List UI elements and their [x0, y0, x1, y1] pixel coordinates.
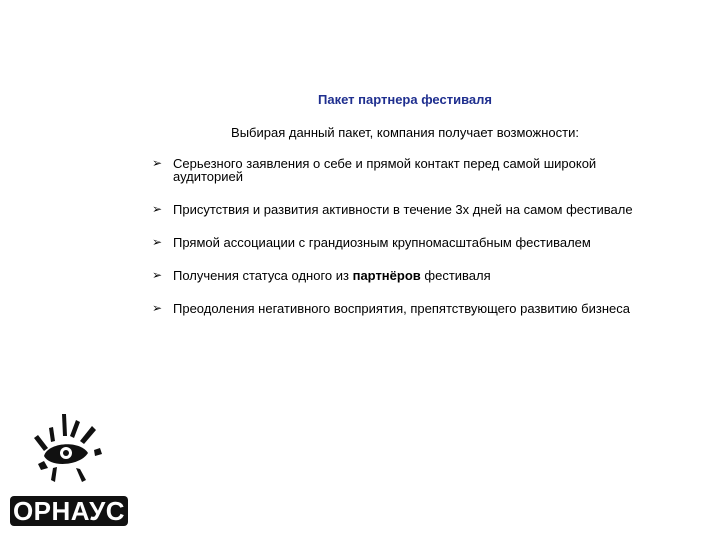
- list-item: [152, 302, 652, 315]
- slide-title: Пакет партнера фестиваля: [318, 92, 492, 107]
- ornaus-logo-graphic: [8, 408, 132, 532]
- ornaus-logo: [8, 408, 132, 532]
- list-item: [152, 236, 652, 249]
- list-item: [152, 269, 652, 282]
- list-item: [152, 203, 652, 216]
- list-item-text-suffix: фестиваля: [420, 268, 491, 283]
- ray: [34, 435, 48, 451]
- list-item-text: Преодоления негативного восприятия, препятствующего развитию бизнеса: [173, 301, 630, 316]
- list-item-text-bold: партнёров: [352, 268, 421, 283]
- arrow-bullet-icon: ➢: [152, 301, 163, 315]
- list-item-text-prefix: Получения статуса одного из: [173, 268, 353, 283]
- ray: [51, 467, 57, 482]
- arrow-bullet-icon: ➢: [152, 268, 163, 282]
- arrow-bullet-icon: ➢: [152, 202, 163, 216]
- ray: [49, 427, 55, 442]
- ray: [80, 426, 96, 444]
- ray: [38, 461, 48, 470]
- logo-wordmark: ОРНАУС: [12, 496, 126, 526]
- arrow-bullet-icon: ➢: [152, 235, 163, 249]
- list-item-text: Прямой ассоциации с грандиозным крупномасштабным фестивалем: [173, 235, 591, 250]
- arrow-bullet-icon: ➢: [152, 156, 163, 170]
- benefits-list: [152, 157, 652, 315]
- list-item-text: Присутствия и развития активности в течение 3х дней на самом фестивале: [173, 202, 633, 217]
- ray: [76, 468, 86, 482]
- ray: [94, 448, 102, 456]
- ray: [70, 420, 80, 438]
- intro-text: Выбирая данный пакет, компания получает возможности:: [231, 125, 579, 140]
- ray: [62, 414, 67, 436]
- list-item: [152, 157, 652, 183]
- eye-pupil-center: [63, 450, 69, 456]
- list-item-text: Серьезного заявления о себе и прямой контакт перед самой широкой аудиторией: [173, 156, 597, 184]
